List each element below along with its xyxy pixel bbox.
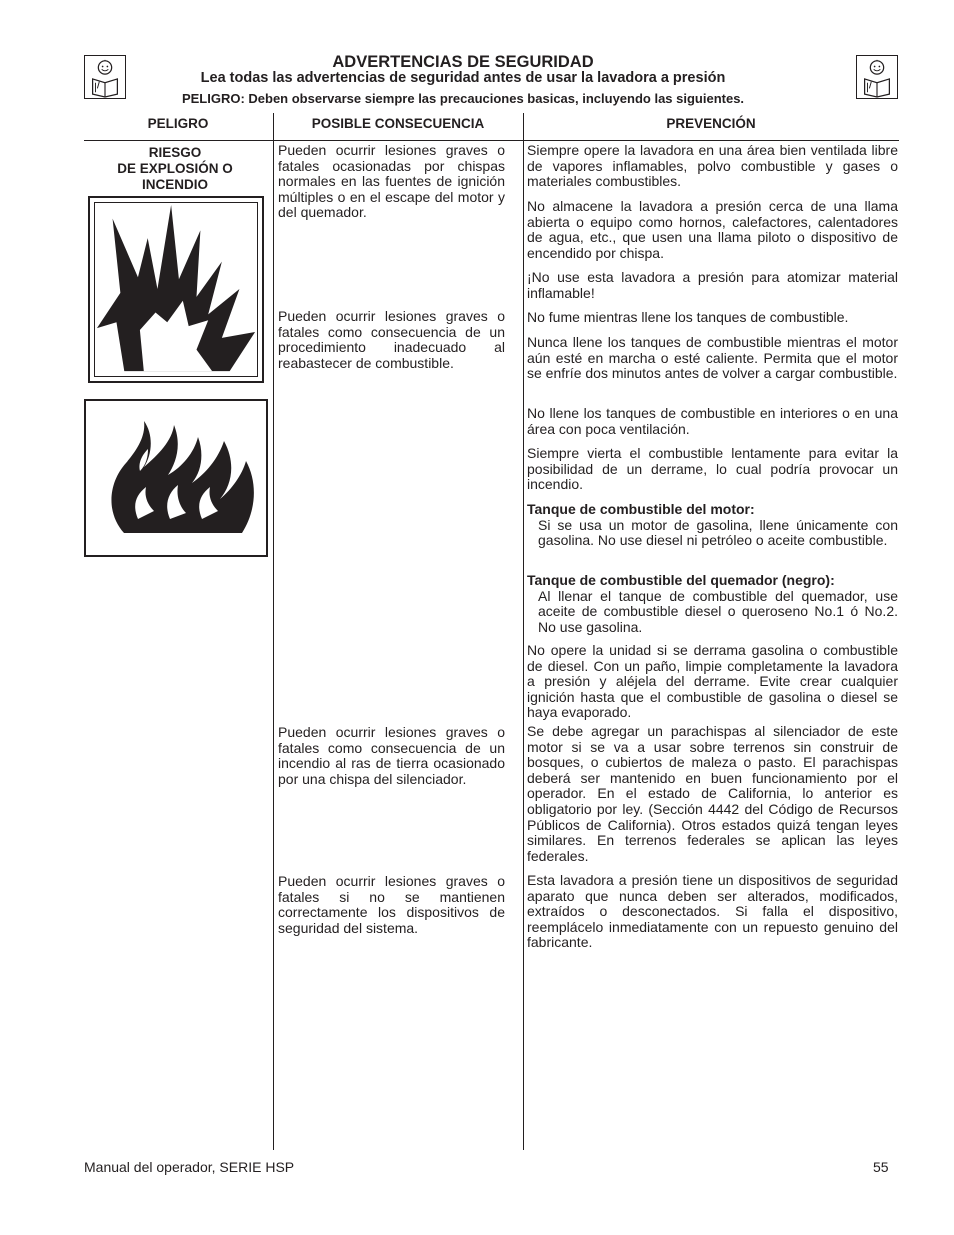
- prevention-text: Siempre vierta el combustible lentamente para evitar la posibilidad de un derrame, lo cual podría provocar un incendio.: [527, 445, 898, 493]
- prevention-text: No almacene la lavadora a presión cerca de una llama abierta o equipo como hornos, calefactores, calentadores de agua, etc., que usen una llama piloto o dispositivo de encendido por chispa.: [527, 198, 898, 261]
- hazard-title-line: RIESGO: [148, 145, 202, 160]
- prevention-text: Nunca llene los tanques de combustible mientras el motor aún esté en marcha o esté caliente. Permita que el motor se enfríe dos minutos antes de volver a cargar combustible.: [527, 334, 898, 382]
- consequence-text: Pueden ocurrir lesiones graves o fatales ocasionadas por chispas normales en las fuentes de ignición múltiples o en el escape del motor y del quemador.: [278, 142, 505, 221]
- fire-icon: [84, 399, 268, 557]
- engine-tank-title: Tanque de combustible del motor:: [527, 501, 755, 517]
- prevention-text: Se debe agregar un parachispas al silenciador de este motor si se va a usar sobre terrenos sin construir de bosques, o cubiertos de maleza o pasto. El parachispas deberá ser mantenido en buen funcionamiento por el operador. En el estado de California, lo anterior es obligatorio por ley. (Sección 4442 del Código de Recursos Públicos de California). Otros estados quizá tengan leyes similares. En terrenos federales se aplican las leyes federales.: [527, 723, 898, 864]
- header-divider: [84, 140, 899, 141]
- column-header-peligro: PELIGRO: [147, 116, 209, 131]
- hazard-title-line: DE EXPLOSIÓN O: [117, 161, 233, 176]
- prevention-text: No opere la unidad si se derrama gasolina o combustible de diesel. Con un paño, limpie completamente la lavadora a presión y aléjela del derrame. Evite crear cualquier ignición hasta que el combustible de gasolina o diesel se haya evaporado.: [527, 642, 898, 721]
- column-header-prevencion: PREVENCIÓN: [666, 116, 756, 131]
- prevention-text: Siempre opere la lavadora en una área bien ventilada libre de vapores inflamables, polvo combustible y gases o materiales combustibles.: [527, 142, 898, 190]
- consequence-text: Pueden ocurrir lesiones graves o fatales como consecuencia de un incendio al ras de tierra ocasionado por una chispa del silenciador.: [278, 724, 505, 787]
- prevention-text: Esta lavadora a presión tiene un dispositivos de seguridad aparato que nunca deben ser alterados, modificados, extraídos o desconectados. Si falla el dispositivo, reemplácelo inmediatamente con un repuesto genuino del fabricante.: [527, 872, 898, 951]
- burner-tank-title: Tanque de combustible del quemador (negro):: [527, 572, 835, 588]
- burner-tank-section: [527, 573, 898, 635]
- explosion-icon: [88, 196, 264, 383]
- column-header-consecuencia: POSIBLE CONSECUENCIA: [311, 116, 485, 131]
- page-number: 55: [873, 1159, 889, 1175]
- page-subtitle: Lea todas las advertencias de seguridad antes de usar la lavadora a presión: [200, 70, 726, 86]
- consequence-text: Pueden ocurrir lesiones graves o fatales como consecuencia de un procedimiento inadecuado al reabastecer de combustible.: [278, 308, 505, 371]
- footer-manual-title: Manual del operador, SERIE HSP: [84, 1159, 295, 1175]
- column-divider: [523, 113, 524, 1150]
- consequence-text: Pueden ocurrir lesiones graves o fatales si no se mantienen correctamente los dispositivos de seguridad del sistema.: [278, 873, 505, 936]
- hazard-title: [84, 145, 266, 193]
- page-title: ADVERTENCIAS DE SEGURIDAD: [332, 53, 594, 71]
- prevention-text: ¡No use esta lavadora a presión para atomizar material inflamable!: [527, 269, 898, 301]
- burner-tank-body: Al llenar el tanque de combustible del quemador, use aceite de combustible diesel o queroseno No.1 ó No.2. No use gasolina.: [538, 587, 898, 635]
- danger-notice: PELIGRO: Deben observarse siempre las precauciones basicas, incluyendo las siguientes.: [181, 91, 745, 106]
- prevention-text: No llene los tanques de combustible en interiores o en una área con poca ventilación.: [527, 405, 898, 437]
- engine-tank-body: Si se usa un motor de gasolina, llene únicamente con gasolina. No use diesel ni petróleo o aceite combustible.: [538, 516, 898, 549]
- engine-tank-section: [527, 502, 898, 549]
- hazard-title-line: INCENDIO: [141, 177, 208, 192]
- column-divider: [273, 113, 274, 1150]
- prevention-text: No fume mientras llene los tanques de combustible.: [527, 309, 849, 325]
